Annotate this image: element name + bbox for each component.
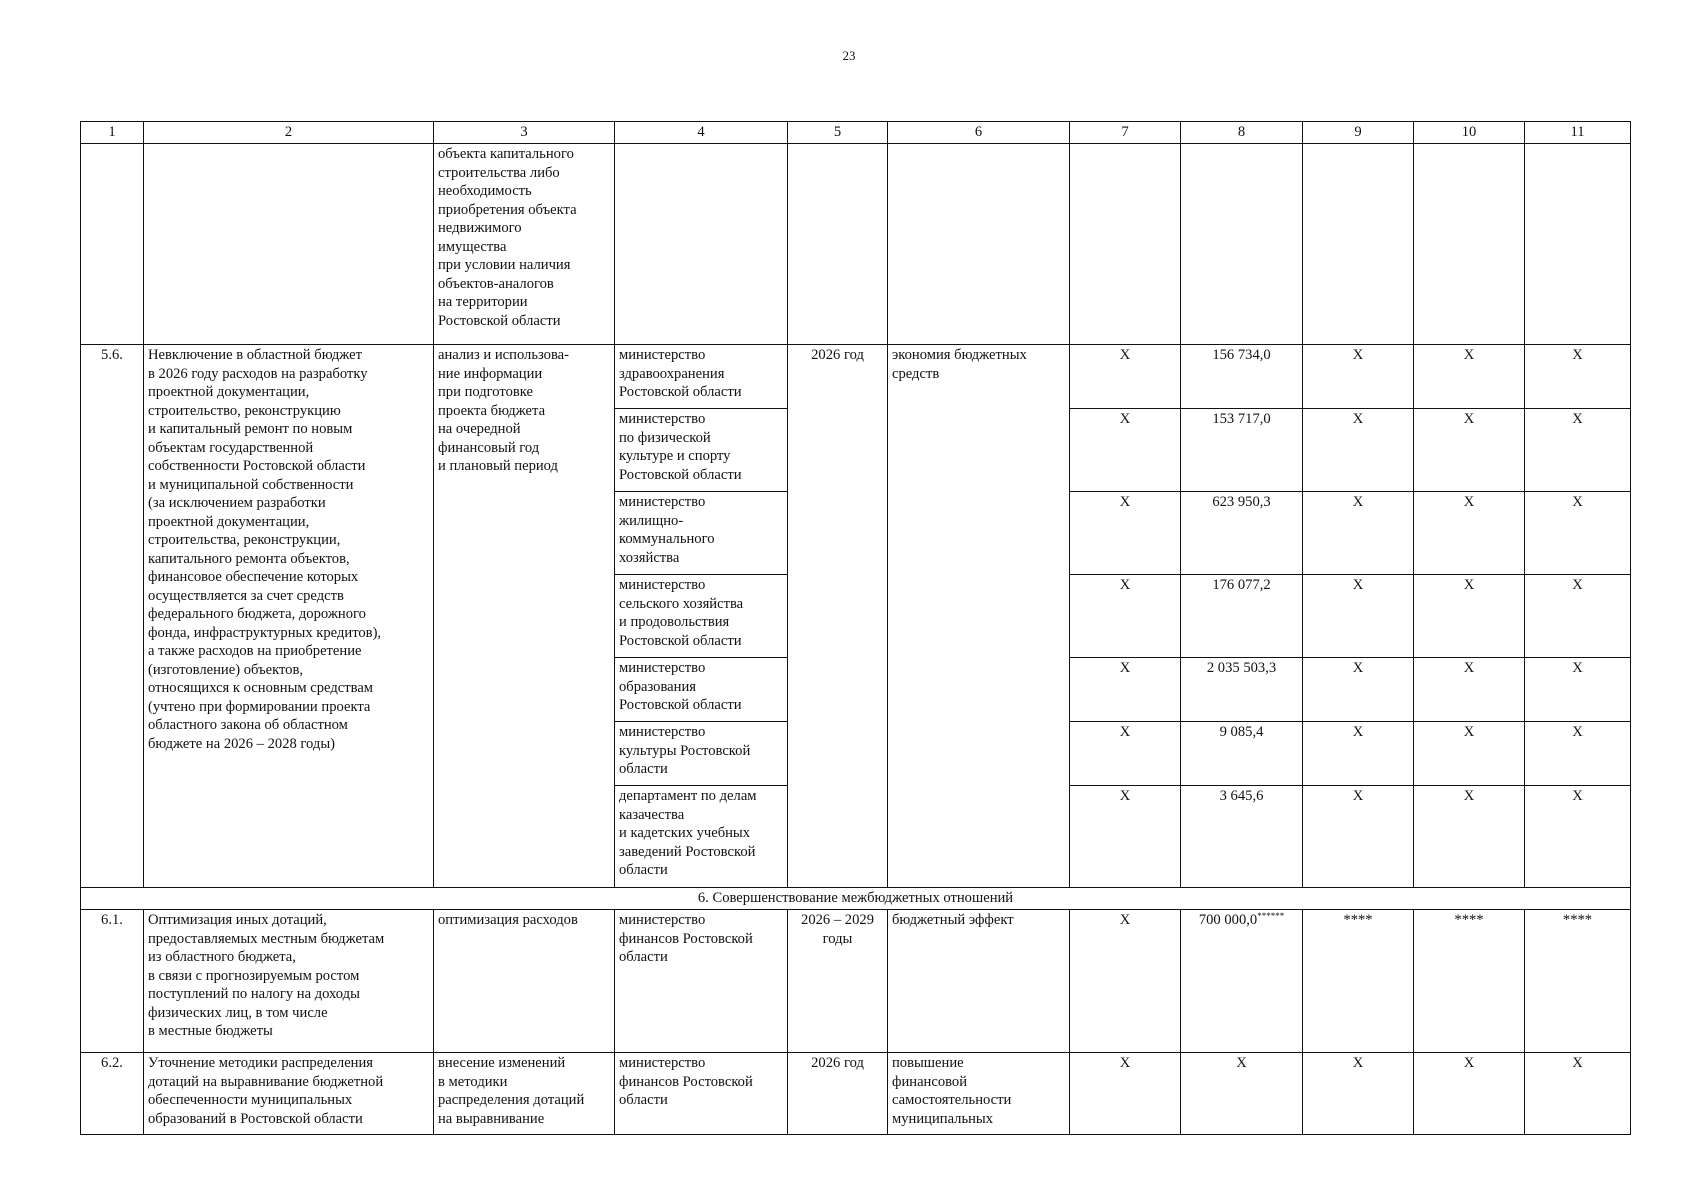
column-header: 11	[1525, 122, 1631, 144]
column-header: 5	[788, 122, 888, 144]
table-cell	[1303, 144, 1414, 345]
amount: 700 000,0	[1198, 912, 1258, 928]
term: 2026 год	[788, 1053, 888, 1135]
value-cell: Х	[1070, 722, 1181, 786]
table-row	[81, 1053, 1631, 1135]
table-cell	[1181, 144, 1303, 345]
measure-mechanism: оптимизация расходов	[434, 910, 615, 1053]
table-cell	[144, 144, 434, 345]
executor: министерство финансов Ростовской области	[615, 1053, 788, 1135]
value-cell: Х	[1414, 575, 1525, 658]
value-cell: Х	[1525, 345, 1631, 409]
column-header: 9	[1303, 122, 1414, 144]
result: бюджетный эффект	[888, 910, 1070, 1053]
measure-name: Оптимизация иных дотаций, предоставляемых местным бюджетам из областного бюджета, в связи с прогнозируемым ростом поступлений по налогу на доходы физических лиц, в том числе в местные бюджеты	[144, 910, 434, 1053]
measure-mechanism: анализ и использова- ние информации при подготовке проекта бюджета на очередной финансовый год и плановый период	[434, 345, 615, 888]
value-cell: Х	[1070, 575, 1181, 658]
table-cell	[1414, 144, 1525, 345]
measure-name: Уточнение методики распределения дотаций на выравнивание бюджетной обеспеченности муниципальных образований в Ростовской области	[144, 1053, 434, 1135]
value-cell: 153 717,0	[1181, 409, 1303, 492]
executor: министерство культуры Ростовской области	[615, 722, 788, 786]
value-cell: Х	[1414, 786, 1525, 888]
section-row	[81, 888, 1631, 910]
row-number: 5.6.	[81, 345, 144, 888]
value-cell: 2 035 503,3	[1181, 658, 1303, 722]
value-cell: Х	[1525, 786, 1631, 888]
column-header: 6	[888, 122, 1070, 144]
table-cell	[81, 144, 144, 345]
table-cell	[1070, 144, 1181, 345]
value-cell: Х	[1414, 722, 1525, 786]
column-header: 7	[1070, 122, 1181, 144]
continuation-measure: объекта капитального строительства либо необходимость приобретения объекта недвижимого имущества при условии наличия объектов-аналогов на территории Ростовской области	[434, 144, 615, 345]
value-cell: 3 645,6	[1181, 786, 1303, 888]
executor: министерство образования Ростовской области	[615, 658, 788, 722]
column-header: 2	[144, 122, 434, 144]
table-cell	[888, 144, 1070, 345]
value-cell: Х	[1070, 786, 1181, 888]
value-cell: Х	[1525, 1053, 1631, 1135]
footnote-marker: ******	[1257, 911, 1285, 921]
column-header: 1	[81, 122, 144, 144]
value-cell: ****	[1414, 910, 1525, 1053]
value-cell: Х	[1303, 786, 1414, 888]
value-cell: Х	[1525, 492, 1631, 575]
column-header: 8	[1181, 122, 1303, 144]
table-row	[81, 910, 1631, 1053]
executor: министерство жилищно- коммунального хозяйства	[615, 492, 788, 575]
term: 2026 – 2029 годы	[788, 910, 888, 1053]
value-cell: Х	[1070, 409, 1181, 492]
measures-table	[80, 121, 1631, 1135]
table-row	[81, 345, 1631, 409]
value-cell: 623 950,3	[1181, 492, 1303, 575]
value-cell: Х	[1414, 1053, 1525, 1135]
value-cell: Х	[1525, 575, 1631, 658]
measure-mechanism: внесение изменений в методики распределения дотаций на выравнивание	[434, 1053, 615, 1135]
value-cell: Х	[1181, 1053, 1303, 1135]
value-cell: Х	[1070, 345, 1181, 409]
executor: министерство по физической культуре и спорту Ростовской области	[615, 409, 788, 492]
executor: министерство сельского хозяйства и продовольствия Ростовской области	[615, 575, 788, 658]
value-cell: Х	[1525, 658, 1631, 722]
row-number: 6.1.	[81, 910, 144, 1053]
column-header: 10	[1414, 122, 1525, 144]
value-cell: Х	[1303, 492, 1414, 575]
value-cell: Х	[1303, 722, 1414, 786]
value-cell: Х	[1303, 1053, 1414, 1135]
measure-name: Невключение в областной бюджет в 2026 году расходов на разработку проектной документации, строительство, реконструкцию и капитальный ремонт по новым объектам государственной собственности Ростовской области и муниципальной собственности (за исключением разработки проектной документации, строительства, реконструкции, капитального ремонта объектов, финансовое обеспечение которых осуществляется за счет средств федерального бюджета, дорожного фонда, инфраструктурных кредитов), а также расходов на приобретение (изготовление) объектов, относящихся к основным средствам (учтено при формировании проекта областного закона об областном бюджете на 2026 – 2028 годы)	[144, 345, 434, 888]
value-cell: 9 085,4	[1181, 722, 1303, 786]
table-cell	[615, 144, 788, 345]
section-title: 6. Совершенствование межбюджетных отношений	[81, 888, 1631, 910]
value-cell: Х	[1414, 409, 1525, 492]
row-number: 6.2.	[81, 1053, 144, 1135]
column-number-row	[81, 122, 1631, 144]
value-cell: Х	[1070, 1053, 1181, 1135]
value-cell: ****	[1303, 910, 1414, 1053]
executor: департамент по делам казачества и кадетских учебных заведений Ростовской области	[615, 786, 788, 888]
value-cell: Х	[1303, 658, 1414, 722]
value-cell: Х	[1525, 409, 1631, 492]
value-cell: Х	[1070, 910, 1181, 1053]
column-header: 3	[434, 122, 615, 144]
result: экономия бюджетных средств	[888, 345, 1070, 888]
executor: министерство здравоохранения Ростовской области	[615, 345, 788, 409]
value-cell: Х	[1414, 492, 1525, 575]
column-header: 4	[615, 122, 788, 144]
value-cell: Х	[1414, 345, 1525, 409]
value-cell: Х	[1303, 409, 1414, 492]
value-cell: Х	[1303, 345, 1414, 409]
table-row-continuation	[81, 144, 1631, 345]
value-cell: 156 734,0	[1181, 345, 1303, 409]
value-cell: ****	[1525, 910, 1631, 1053]
table-cell	[1525, 144, 1631, 345]
page-number: 23	[842, 48, 856, 63]
value-cell: Х	[1303, 575, 1414, 658]
value-cell: Х	[1070, 658, 1181, 722]
value-cell	[1181, 910, 1303, 1053]
value-cell: Х	[1070, 492, 1181, 575]
value-cell: Х	[1525, 722, 1631, 786]
value-cell: 176 077,2	[1181, 575, 1303, 658]
executor: министерство финансов Ростовской области	[615, 910, 788, 1053]
term: 2026 год	[788, 345, 888, 888]
table-cell	[788, 144, 888, 345]
value-cell: Х	[1414, 658, 1525, 722]
result: повышение финансовой самостоятельности муниципальных	[888, 1053, 1070, 1135]
